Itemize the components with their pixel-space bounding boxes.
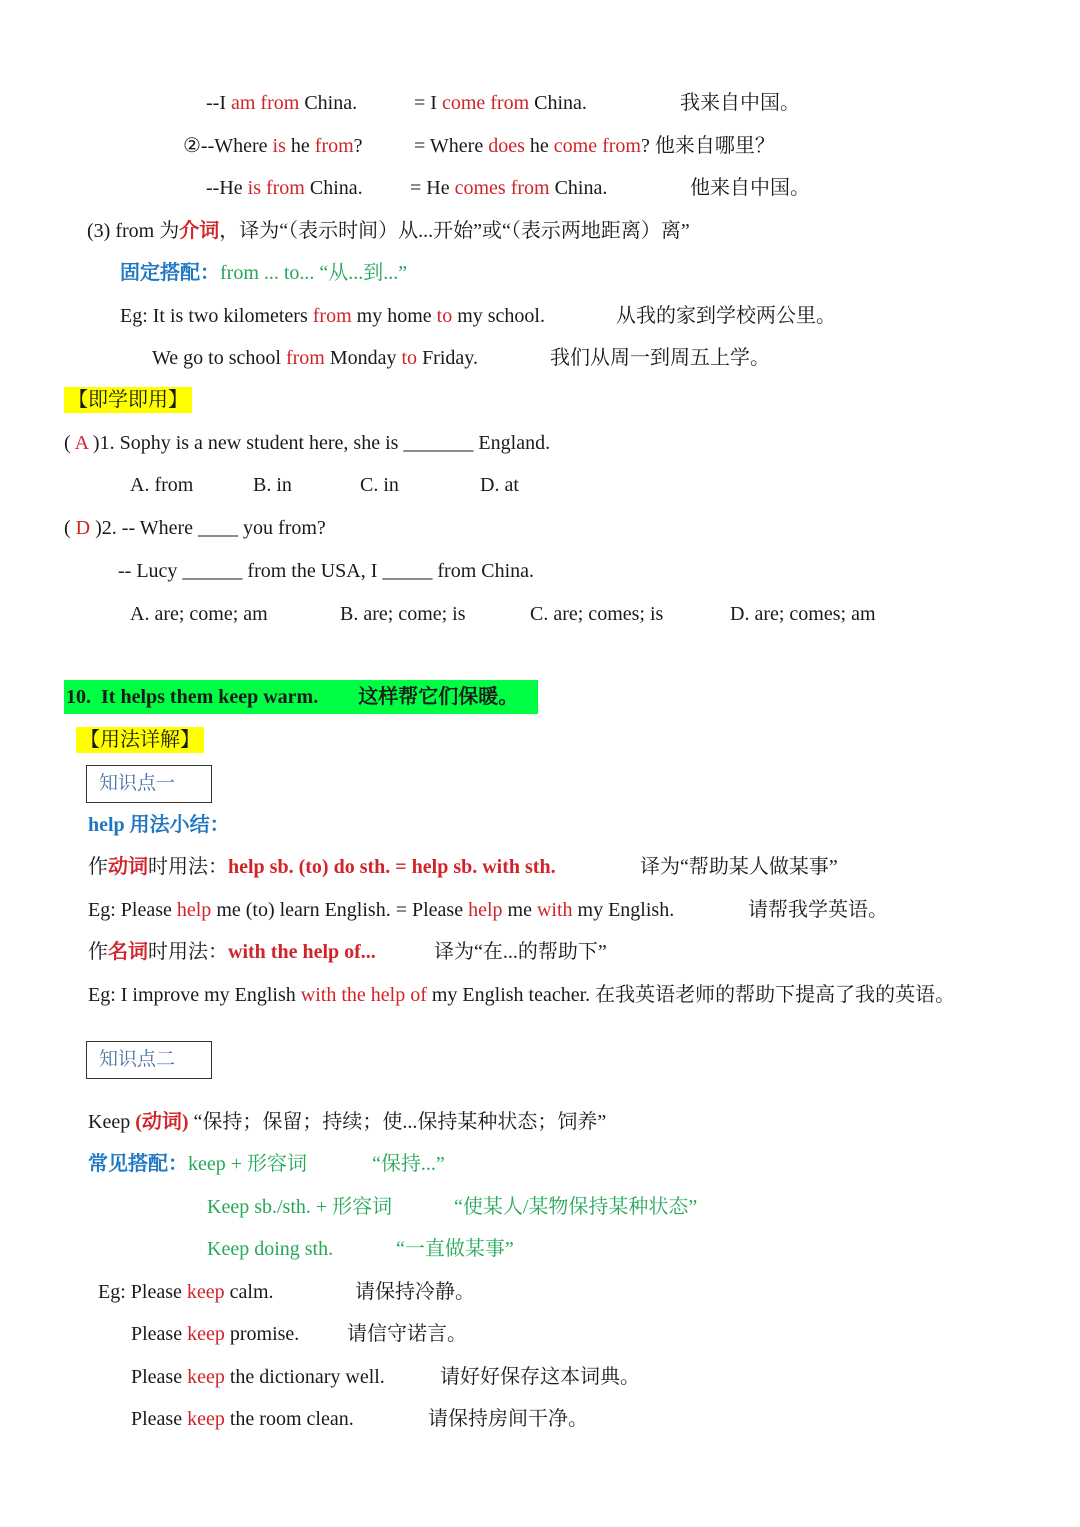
text-red-bold: 名词: [108, 941, 148, 963]
text-red-bold: 介词: [179, 220, 220, 242]
help-title: [88, 812, 230, 838]
q2-option-b: B. are; come; is: [340, 603, 466, 625]
text-red: with the help of: [300, 984, 427, 1006]
text-red: from: [314, 135, 354, 157]
q2-option-c: C. are; comes; is: [530, 603, 664, 625]
text: 时用法：: [148, 856, 228, 878]
example-line-3: [206, 175, 363, 201]
keep-collocation-2: Keep sb./sth. + 形容词: [207, 1196, 393, 1218]
text: Eg: It is two kilometers: [120, 305, 313, 327]
text-red: keep: [187, 1408, 225, 1430]
example-line-3-eq: [410, 175, 607, 201]
knowledge-point-2-box: 知识点二: [86, 1041, 212, 1079]
text-green: from ... to... “从...到...”: [220, 262, 408, 284]
text-red: to: [401, 347, 418, 369]
text: Please: [131, 1323, 188, 1345]
text: We go to school: [152, 347, 286, 369]
text: (: [64, 432, 75, 454]
keep-eg-2: [131, 1321, 299, 1347]
text-red: from: [490, 92, 530, 114]
text: my school.: [452, 305, 545, 327]
text-red-bold: help sb. (to) do sth. = help sb. with sth.: [228, 856, 556, 878]
text: Eg: Please: [88, 899, 177, 921]
text-red: keep: [187, 1323, 225, 1345]
question-1: [64, 430, 550, 456]
example-line-1-cn: 我来自中国。: [680, 92, 800, 114]
text-red: from: [312, 305, 352, 327]
text: he: [285, 135, 315, 157]
text-red: comes from: [454, 177, 550, 199]
text: (3) from 为: [87, 220, 180, 242]
knowledge-point-1-box: 知识点一: [86, 765, 212, 803]
keep-collocation-3: Keep doing sth.: [207, 1238, 334, 1260]
text: ?: [353, 135, 363, 157]
text: “保持；保留；持续；使...保持某种状态；饲养”: [188, 1111, 607, 1133]
text: 作: [88, 856, 108, 878]
eg-line-1-cn: 从我的家到学校两公里。: [616, 305, 836, 327]
text: )1. Sophy is a new student here, she is _______ England.: [87, 432, 551, 454]
text: the room clean.: [224, 1408, 354, 1430]
fixed-collocation: [120, 260, 407, 286]
text: = Where: [414, 135, 489, 157]
text-red: does: [488, 135, 525, 157]
text: Please: [131, 1408, 188, 1430]
answer: A: [74, 432, 88, 454]
help-eg-1: [88, 897, 674, 923]
question-2-line-2: -- Lucy ______ from the USA, I _____ from China.: [118, 560, 535, 582]
text: promise.: [224, 1323, 300, 1345]
help-eg-2: [88, 982, 955, 1008]
tag-highlight: 【即学即用】: [64, 387, 192, 413]
practice-tag: [64, 387, 192, 413]
text: my English teacher. 在我英语老师的帮助下提高了我的英语。: [426, 984, 956, 1006]
text-red: help: [176, 899, 212, 921]
example-line-1: [206, 90, 357, 116]
text: my English.: [572, 899, 675, 921]
q1-option-d: D. at: [480, 474, 519, 496]
example-line-3-cn: 他来自中国。: [690, 177, 810, 199]
text: )2. -- Where ____ you from?: [90, 517, 326, 539]
keep-collocation-3-cn: “一直做某事”: [396, 1238, 514, 1260]
text: calm.: [224, 1281, 274, 1303]
keep-collocation-2-cn: “使某人/某物保持某种状态”: [454, 1196, 698, 1218]
label-blue: 固定搭配：: [120, 262, 220, 284]
text-red: from: [260, 92, 300, 114]
keep-eg-2-cn: 请信守诺言。: [347, 1323, 467, 1345]
example-line-1-eq: [414, 90, 587, 116]
text-red-bold: with the help of...: [228, 941, 376, 963]
tag-highlight: 【用法详解】: [76, 727, 204, 753]
text-red-bold: (动词): [135, 1111, 189, 1133]
keep-collocation-1: [88, 1151, 307, 1177]
text: (: [64, 517, 76, 539]
keep-eg-3-cn: 请好好保存这本词典。: [440, 1366, 640, 1388]
text: ，译为“（表示时间）从...开始”或“（表示两地距离）离”: [219, 220, 690, 242]
keep-eg-4-cn: 请保持房间干净。: [428, 1408, 588, 1430]
label-blue: help 用法小结：: [88, 814, 230, 836]
text-red: help: [468, 899, 503, 921]
q1-option-b: B. in: [253, 474, 292, 496]
section-heading: [64, 684, 538, 710]
text: = I: [414, 92, 442, 114]
text: Friday.: [417, 347, 478, 369]
rule-from-preposition: [87, 218, 690, 244]
text-green: keep + 形容词: [188, 1153, 308, 1175]
text: Monday: [324, 347, 402, 369]
text: Keep: [88, 1111, 136, 1133]
text: --He: [206, 177, 248, 199]
heading-highlight: 10. It helps them keep warm. 这样帮它们保暖。: [64, 680, 538, 714]
help-eg-1-cn: 请帮我学英语。: [748, 899, 888, 921]
text-red: is: [272, 135, 286, 157]
text: = He: [410, 177, 455, 199]
eg-line-2: [152, 345, 478, 371]
text-red: come from: [553, 135, 641, 157]
text: 时用法：: [148, 941, 228, 963]
keep-collocation-1-cn: “保持...”: [372, 1153, 445, 1175]
text: ②--Where: [183, 135, 273, 157]
keep-eg-3: [131, 1364, 385, 1390]
keep-eg-1: [98, 1279, 274, 1305]
help-noun-usage: [88, 939, 376, 965]
q1-option-a: A. from: [130, 474, 194, 496]
help-verb-usage: [88, 854, 556, 880]
text-red: from: [285, 347, 325, 369]
text-red: to: [436, 305, 453, 327]
keep-eg-1-cn: 请保持冷静。: [355, 1281, 475, 1303]
help-verb-usage-cn: 译为“帮助某人做某事”: [640, 856, 838, 878]
keep-eg-4: [131, 1406, 354, 1432]
text: ? 他来自哪里？: [640, 135, 775, 157]
eg-line-2-cn: 我们从周一到周五上学。: [550, 347, 770, 369]
eg-line-1: [120, 303, 545, 329]
text: China.: [549, 177, 608, 199]
example-line-2: [183, 133, 363, 159]
text: the dictionary well.: [224, 1366, 385, 1388]
text: Eg: I improve my English: [88, 984, 301, 1006]
answer: D: [75, 517, 91, 539]
text: --I: [206, 92, 231, 114]
text: me: [502, 899, 537, 921]
text: China.: [304, 177, 363, 199]
example-line-2-eq: [414, 133, 775, 159]
help-noun-usage-cn: 译为“在...的帮助下”: [434, 941, 607, 963]
label-blue: 常见搭配：: [88, 1153, 188, 1175]
question-2: [64, 515, 326, 541]
q2-option-a: A. are; come; am: [130, 603, 268, 625]
text: me (to) learn English. = Please: [211, 899, 469, 921]
text: China.: [529, 92, 587, 114]
text: Eg: Please: [98, 1281, 187, 1303]
text-red: keep: [187, 1366, 225, 1388]
text-red: come: [441, 92, 486, 114]
text-red: is from: [247, 177, 305, 199]
text-red: with: [536, 899, 573, 921]
keep-definition: [88, 1109, 606, 1135]
q1-option-c: C. in: [360, 474, 399, 496]
text: 作: [88, 941, 108, 963]
usage-tag: [76, 727, 204, 753]
q2-option-d: D. are; comes; am: [730, 603, 876, 625]
text-red-bold: 动词: [108, 856, 148, 878]
text-red: am: [230, 92, 256, 114]
text: Please: [131, 1366, 188, 1388]
text: he: [524, 135, 554, 157]
text-red: keep: [186, 1281, 225, 1303]
text: my home: [351, 305, 437, 327]
text: China.: [299, 92, 358, 114]
